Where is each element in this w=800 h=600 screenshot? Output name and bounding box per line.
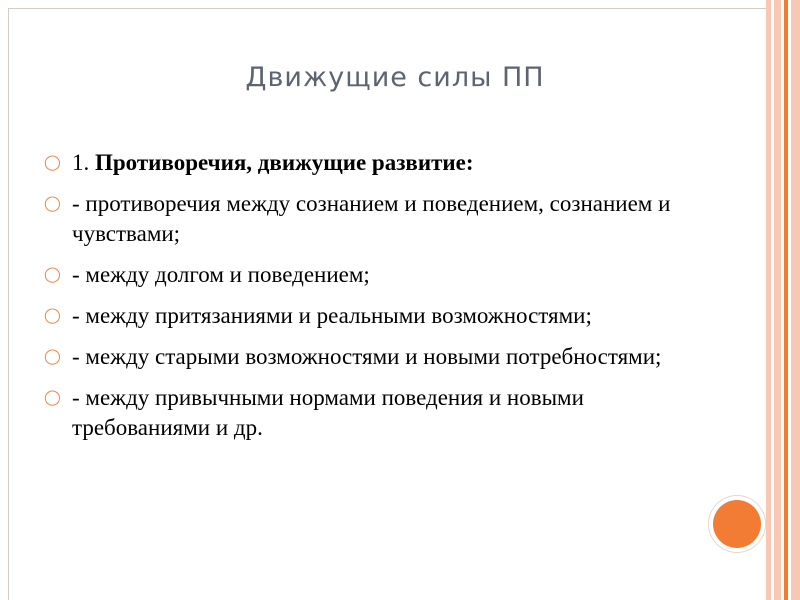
item-text: - между долгом и поведением;: [72, 262, 370, 287]
item-text: - между привычными нормами поведения и новыми требованиями и др.: [72, 385, 584, 440]
item-text: - противоречия между сознанием и поведением, сознанием и чувствами;: [72, 191, 671, 246]
list-item: [44, 189, 684, 249]
bullet-icon: ◯: [44, 267, 61, 283]
list-item: [44, 301, 684, 331]
list-item: [44, 260, 684, 290]
item-text: - между старыми возможностями и новыми потребностями;: [72, 344, 662, 369]
bullet-icon: ◯: [44, 308, 61, 324]
bullet-icon: ◯: [44, 196, 61, 212]
list-item: [44, 342, 684, 372]
list-item: [44, 383, 684, 443]
item-bold-text: Противоречия, движущие развитие:: [95, 150, 474, 175]
orange-circle-decoration: [713, 500, 761, 548]
bullet-icon: ◯: [44, 349, 61, 365]
left-border-line: [8, 8, 9, 600]
stripe-pink: [791, 0, 800, 600]
item-text: - между притязаниями и реальными возможностями;: [72, 303, 592, 328]
slide-title: Движущие силы ПП: [245, 62, 545, 93]
bullet-icon: ◯: [44, 390, 61, 406]
bullet-list: [44, 148, 684, 454]
list-item: [44, 148, 684, 178]
item-prefix: 1.: [72, 150, 95, 175]
bullet-icon: ◯: [44, 155, 61, 171]
top-border-line: [8, 8, 792, 9]
